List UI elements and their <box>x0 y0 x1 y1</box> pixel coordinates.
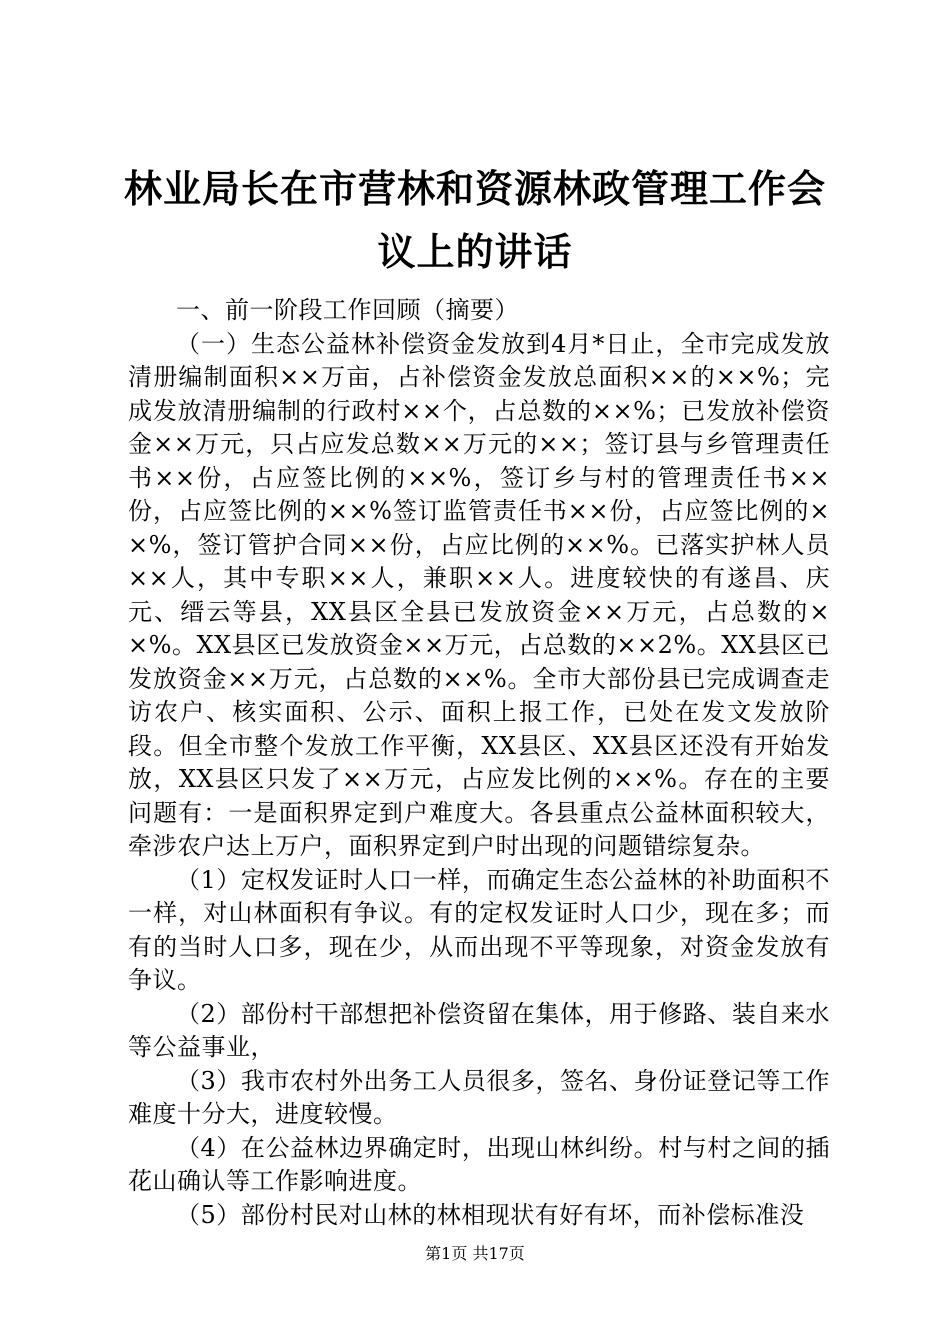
document-title: 林业局长在市营林和资源林政管理工作会议上的讲话 <box>123 167 826 274</box>
paragraph-2: （1）定权发证时人口一样，而确定生态公益林的补助面积不一样，对山林面积有争议。有的定权发证时人口少，现在多；而有的当时人口多，现在少，从而出现不平等现象，对资金发放有争议。 <box>128 865 830 994</box>
paragraph-5: （4）在公益林边界确定时，出现山林纠纷。村与村之间的插花山确认等工作影响进度。 <box>128 1133 830 1195</box>
paragraph-1: （一）生态公益林补偿资金发放到4月*日止，全市完成发放清册编制面积××万亩，占补偿资金发放总面积××的××%；完成发放清册编制的行政村××个，占总数的××%；已发放补偿资金××万元，只占应发总数××万元的××；签订县与乡管理责任书××份，占应签比例的××%，签订乡与村的管理责任书××份，占应签比例的××%签订监管责任书××份，占应签比例的××%，签订管护合同××份，占应比例的××%。已落实护林人员××人，其中专职××人，兼职××人。进度较快的有遂昌、庆元、缙云等县，XX县区全县已发放资金××万元，占总数的××%。XX县区已发放资金××万元，占总数的××2%。XX县区已发放资金××万元，占总数的××%。全市大部份县已完成调查走访农户、核实面积、公示、面积上报工作，已处在发文发放阶段。但全市整个发放工作平衡，XX县区、XX县区还没有开始发放，XX县区只发了××万元，占应发比例的××%。存在的主要问题有：一是面积界定到户难度大。各县重点公益林面积较大，牵涉农户达上万户，面积界定到户时出现的问题错综复杂。 <box>128 329 830 860</box>
paragraph-4: （3）我市农村外出务工人员很多，签名、身份证登记等工作难度十分大，进度较慢。 <box>128 1066 830 1128</box>
section-heading: 一、前一阶段工作回顾（摘要） <box>176 296 519 324</box>
page-footer: 第1页 共17页 <box>425 1244 525 1263</box>
paragraph-6: （5）部份村民对山林的林相现状有好有坏，而补偿标准没 <box>176 1200 805 1229</box>
document-body <box>128 294 830 1232</box>
paragraph-3: （2）部份村干部想把补偿资留在集体，用于修路、装自来水等公益事业， <box>128 999 830 1061</box>
